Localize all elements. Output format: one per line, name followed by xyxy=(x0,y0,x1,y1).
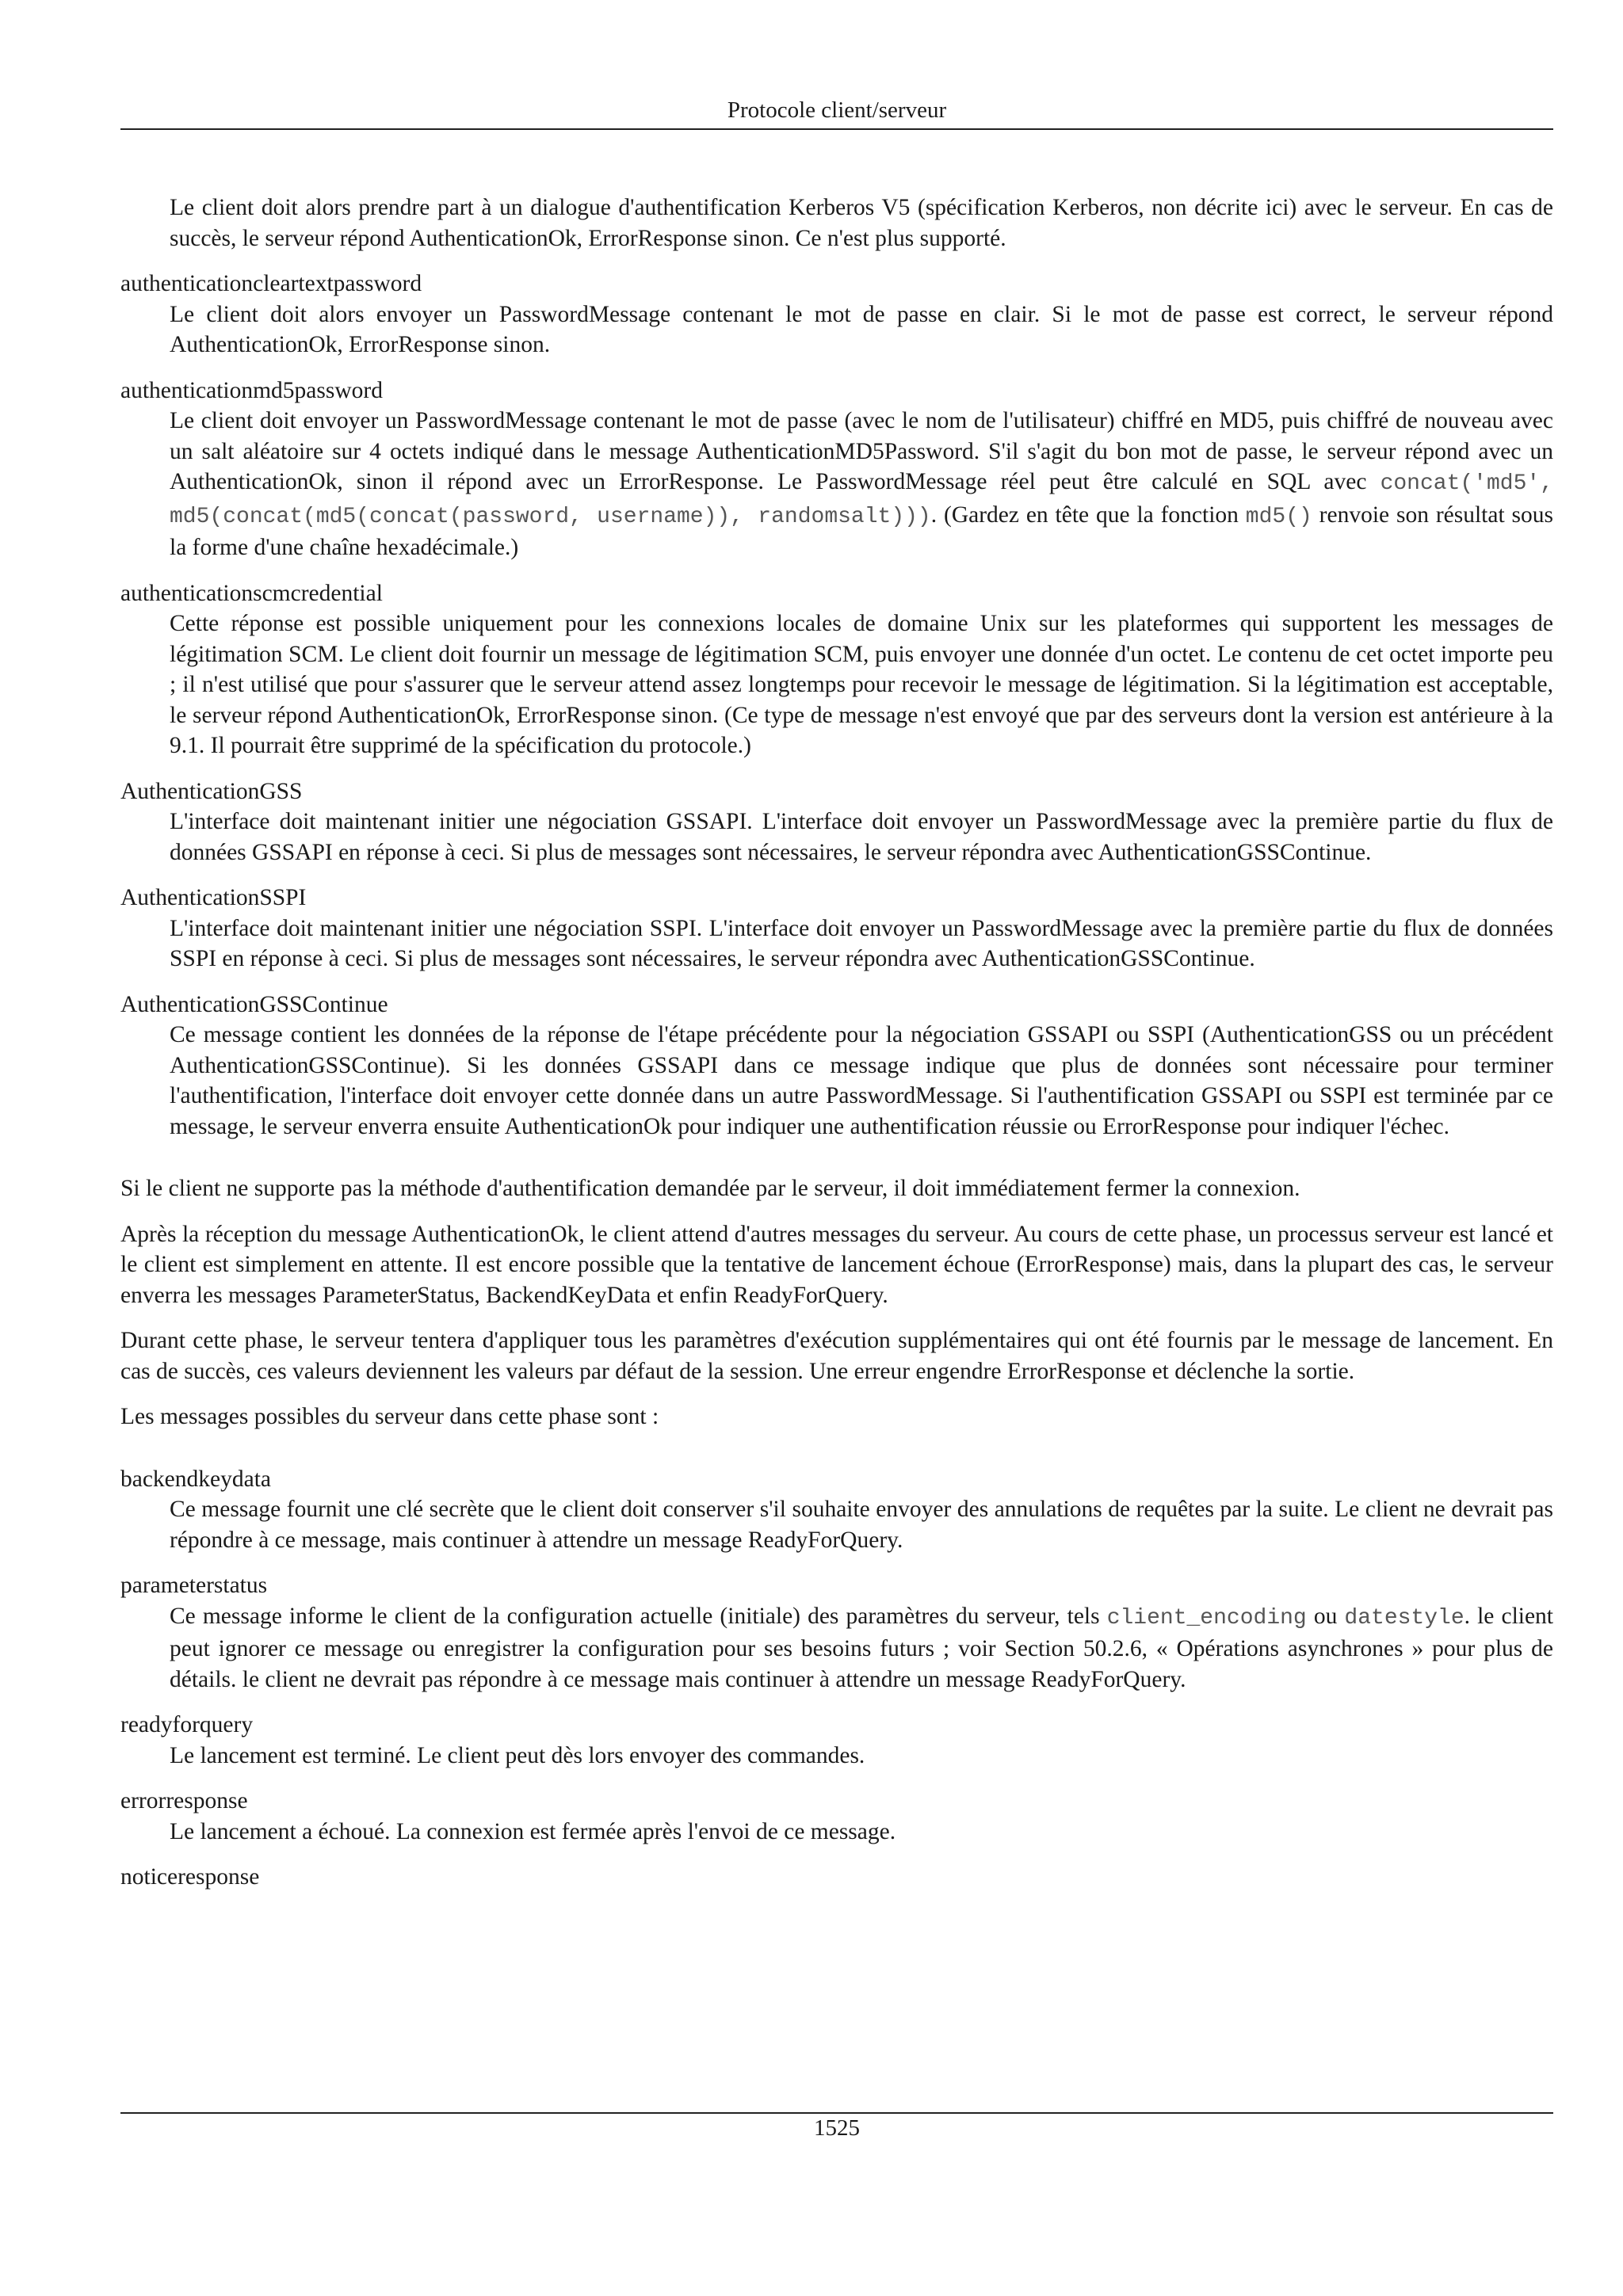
body-paragraph: Si le client ne supporte pas la méthode d'authentification demandée par le serveur, il doit immédiatement fermer la connexion. xyxy=(120,1176,1300,1201)
definition-entry xyxy=(120,883,1553,974)
definition-description: Ce message fournit une clé secrète que le client doit conserver s'il souhaite envoyer des annulations de requêtes par la suite. Le client ne devrait pas répondre à ce message, mais continuer à attendre un message ReadyForQuery. xyxy=(170,1497,1553,1553)
header-title: Protocole client/serveur xyxy=(727,97,947,123)
description-text: Le client doit envoyer un PasswordMessage contenant le mot de passe (avec le nom de l'utilisateur) chiffré en MD5, puis chiffré de nouveau avec un salt aléatoire sur 4 octets indiqué dans le message AuthenticationMD5Password. S'il s'agit du bon mot de passe, le serveur répond avec un AuthenticationOk, sinon il répond avec un ErrorResponse. Le PasswordMessage réel peut être calculé en SQL avec xyxy=(170,408,1553,494)
description-text: ou xyxy=(1306,1603,1345,1629)
definition-term: noticeresponse xyxy=(120,1864,260,1890)
definition-entry xyxy=(120,1710,1553,1771)
body-paragraph: Après la réception du message AuthenticationOk, le client attend d'autres messages du serveur. Au cours de cette phase, un processus serveur est lancé et le client est simplement en attente. Il est encore possible que la tentative de lancement échoue (ErrorResponse) mais, dans la plupart des cas, le serveur enverra les messages ParameterStatus, BackendKeyData et enfin ReadyForQuery. xyxy=(120,1221,1553,1308)
definition-term: AuthenticationGSS xyxy=(120,778,303,804)
definition-entry xyxy=(120,1862,1553,1893)
definition-term: authenticationcleartextpassword xyxy=(120,271,422,296)
body-paragraph: Durant cette phase, le serveur tentera d'appliquer tous les paramètres d'exécution supplémentaires qui ont été fournis par le message de lancement. En cas de succès, ces valeurs deviennent les valeurs par défaut de la session. Une erreur engendre ErrorResponse et déclenche la sortie. xyxy=(120,1328,1553,1384)
description-text: . (Gardez en tête que la fonction xyxy=(930,502,1246,528)
parameter-code: client_encoding xyxy=(1106,1605,1307,1630)
definition-description: Le client doit alors envoyer un PasswordMessage contenant le mot de passe en clair. Si le mot de passe est correct, le serveur répond AuthenticationOk, ErrorResponse sinon. xyxy=(170,301,1553,357)
definition-term: authenticationmd5password xyxy=(120,377,383,403)
definition-description: Cette réponse est possible uniquement pour les connexions locales de domaine Unix sur les plateformes qui supportent les messages de légitimation SCM. Le client doit fournir un message de légitimation SCM, puis envoyer une donnée d'un octet. Le contenu de cet octet importe peu ; il n'est utilisé que pour s'assurer que le serveur attend assez longtemps pour recevoir le message de légitimation. Si la légitimation est acceptable, le serveur répond AuthenticationOk, ErrorResponse sinon. (Ce type de message n'est envoyé que par des serveurs dont la version est antérieure à la 9.1. Il pourrait être supprimé de la spécification du protocole.) xyxy=(170,611,1553,758)
function-code: md5() xyxy=(1245,504,1312,529)
description-text: . le client peut ignorer ce message ou enregistrer la configuration pour ses besoins futurs ; voir Section 50.2.6, « Opérations asynchrones » pour plus de détails. le client ne devrait pas répondre à ce message mais continuer à attendre un message ReadyForQuery. xyxy=(170,1603,1553,1692)
definition-term: backendkeydata xyxy=(120,1466,272,1492)
definition-term: AuthenticationSSPI xyxy=(120,885,307,910)
definition-entry xyxy=(120,578,1553,761)
intro-continuation: Le client doit alors prendre part à un dialogue d'authentification Kerberos V5 (spécification Kerberos, non décrite ici) avec le serveur. En cas de succès, le serveur répond AuthenticationOk, ErrorResponse sinon. Ce n'est plus supporté. xyxy=(170,195,1553,251)
definition-term: errorresponse xyxy=(120,1788,248,1814)
running-header xyxy=(120,93,1553,130)
definition-description: L'interface doit maintenant initier une négociation GSSAPI. L'interface doit envoyer un PasswordMessage avec la première partie du flux de données GSSAPI en réponse à ceci. Si plus de messages sont nécessaires, le serveur répondra avec AuthenticationGSSContinue. xyxy=(170,809,1553,865)
page-number: 1525 xyxy=(814,2115,860,2141)
definition-term: readyforquery xyxy=(120,1712,254,1737)
definition-term: authenticationscmcredential xyxy=(120,580,383,606)
sql-code: concat('md5', md5(concat(md5(concat(password, username)), randomsalt))) xyxy=(170,471,1553,529)
definition-entry xyxy=(120,1464,1553,1556)
description-text: renvoie son résultat sous la forme d'une chaîne hexadécimale.) xyxy=(170,502,1553,560)
page-body xyxy=(120,193,1553,1908)
definition-entry xyxy=(120,776,1553,868)
body-paragraph: Les messages possibles du serveur dans cette phase sont : xyxy=(120,1404,659,1429)
page-footer xyxy=(120,2112,1553,2142)
definition-description: L'interface doit maintenant initier une négociation SSPI. L'interface doit envoyer un PasswordMessage avec la première partie du flux de données SSPI en réponse à ceci. Si plus de messages sont nécessaires, le serveur répondra avec AuthenticationGSSContinue. xyxy=(170,915,1553,971)
definition-entry xyxy=(120,1570,1553,1695)
definition-entry xyxy=(120,269,1553,360)
definition-entry xyxy=(120,990,1553,1142)
definition-entry xyxy=(120,1786,1553,1847)
definition-description xyxy=(170,1601,1553,1695)
definition-description: Le lancement est terminé. Le client peut dès lors envoyer des commandes. xyxy=(170,1742,865,1768)
definition-description xyxy=(170,406,1553,563)
parameter-code: datestyle xyxy=(1344,1605,1465,1630)
definition-description: Le lancement a échoué. La connexion est fermée après l'envoi de ce message. xyxy=(170,1818,896,1844)
definition-term: AuthenticationGSSContinue xyxy=(120,991,388,1017)
description-text: Ce message informe le client de la configuration actuelle (initiale) des paramètres du serveur, tels xyxy=(170,1603,1107,1629)
definition-description: Ce message contient les données de la réponse de l'étape précédente pour la négociation GSSAPI ou SSPI (AuthenticationGSS ou un précédent AuthenticationGSSContinue). Si les données GSSAPI dans ce message indique que plus de données sont nécessaire pour terminer l'authentification, l'interface doit envoyer cette donnée dans un autre PasswordMessage. Si l'authentification GSSAPI ou SSPI est terminée par ce message, le serveur enverra ensuite AuthenticationOk pour indiquer une authentification réussie ou ErrorResponse pour indiquer l'échec. xyxy=(170,1022,1553,1139)
definition-entry xyxy=(120,376,1553,563)
definition-term: parameterstatus xyxy=(120,1573,268,1598)
